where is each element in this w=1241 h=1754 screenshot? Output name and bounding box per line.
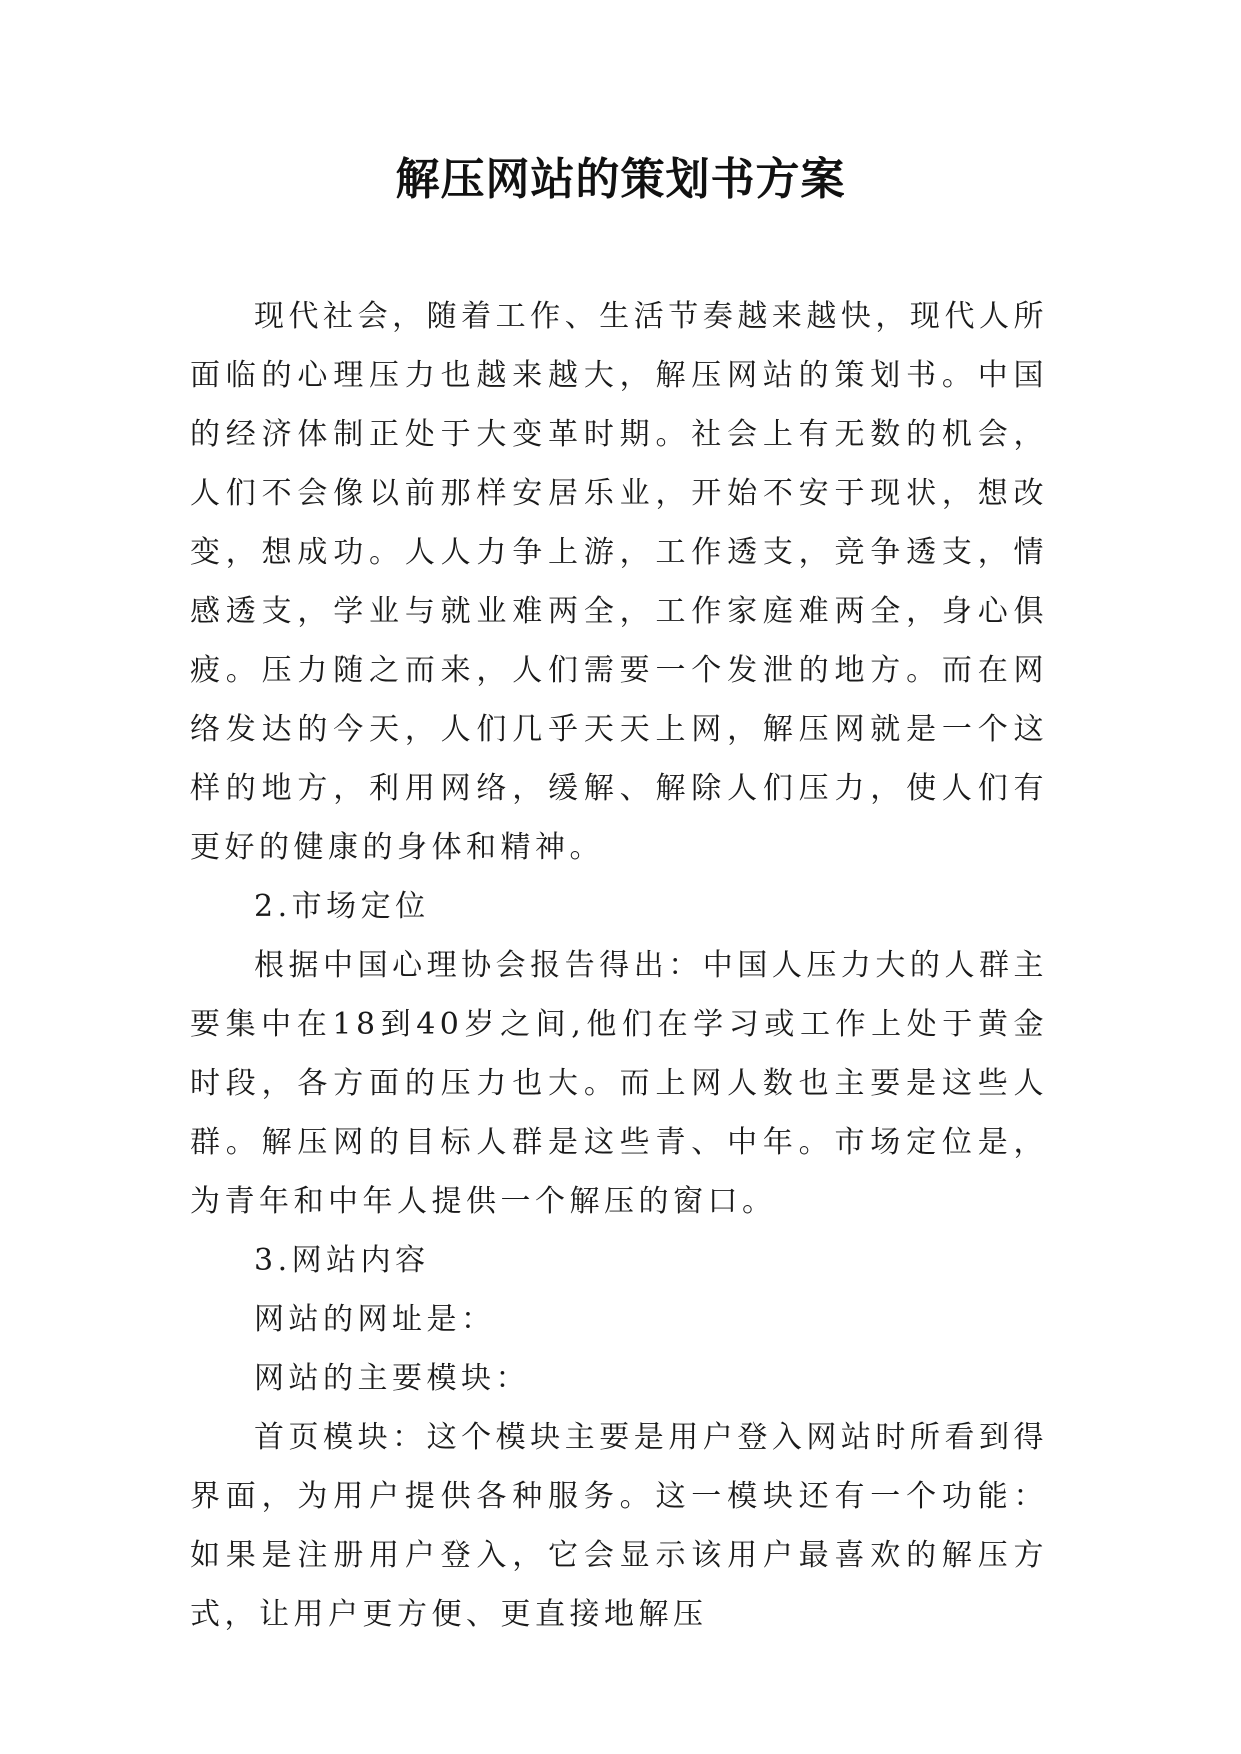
document-title: 解压网站的策划书方案 [395, 154, 846, 205]
section-heading-market-positioning: 2.市场定位 [254, 889, 430, 924]
homepage-module-paragraph: 首页模块：这个模块主要是用户登入网站时所看到得界面，为用户提供各种服务。这一模块还有一个功能：如果是注册用户登入，它会显示该用户最喜欢的解压方式，让用户更方便、更直接地解压 [190, 1420, 1048, 1632]
market-positioning-paragraph: 根据中国心理协会报告得出：中国人压力大的人群主要集中在18到40岁之间,他们在学习或工作上处于黄金时段，各方面的压力也大。而上网人数也主要是这些人群。解压网的目标人群是这些青、中年。市场定位是，为青年和中年人提供一个解压的窗口。 [190, 948, 1048, 1219]
document-body [190, 287, 1048, 1644]
section-heading-website-content: 3.网站内容 [254, 1243, 430, 1278]
website-modules-line: 网站的主要模块： [254, 1361, 530, 1396]
intro-paragraph: 现代社会，随着工作、生活节奏越来越快，现代人所面临的心理压力也越来越大，解压网站的策划书。中国的经济体制正处于大变革时期。社会上有无数的机会，人们不会像以前那样安居乐业，开始不安于现状，想改变，想成功。人人力争上游，工作透支，竞争透支，情感透支，学业与就业难两全，工作家庭难两全，身心俱疲。压力随之而来，人们需要一个发泄的地方。而在网络发达的今天，人们几乎天天上网，解压网就是一个这样的地方，利用网络，缓解、解除人们压力，使人们有更好的健康的身体和精神。 [190, 299, 1048, 865]
website-url-line: 网站的网址是： [254, 1302, 496, 1337]
